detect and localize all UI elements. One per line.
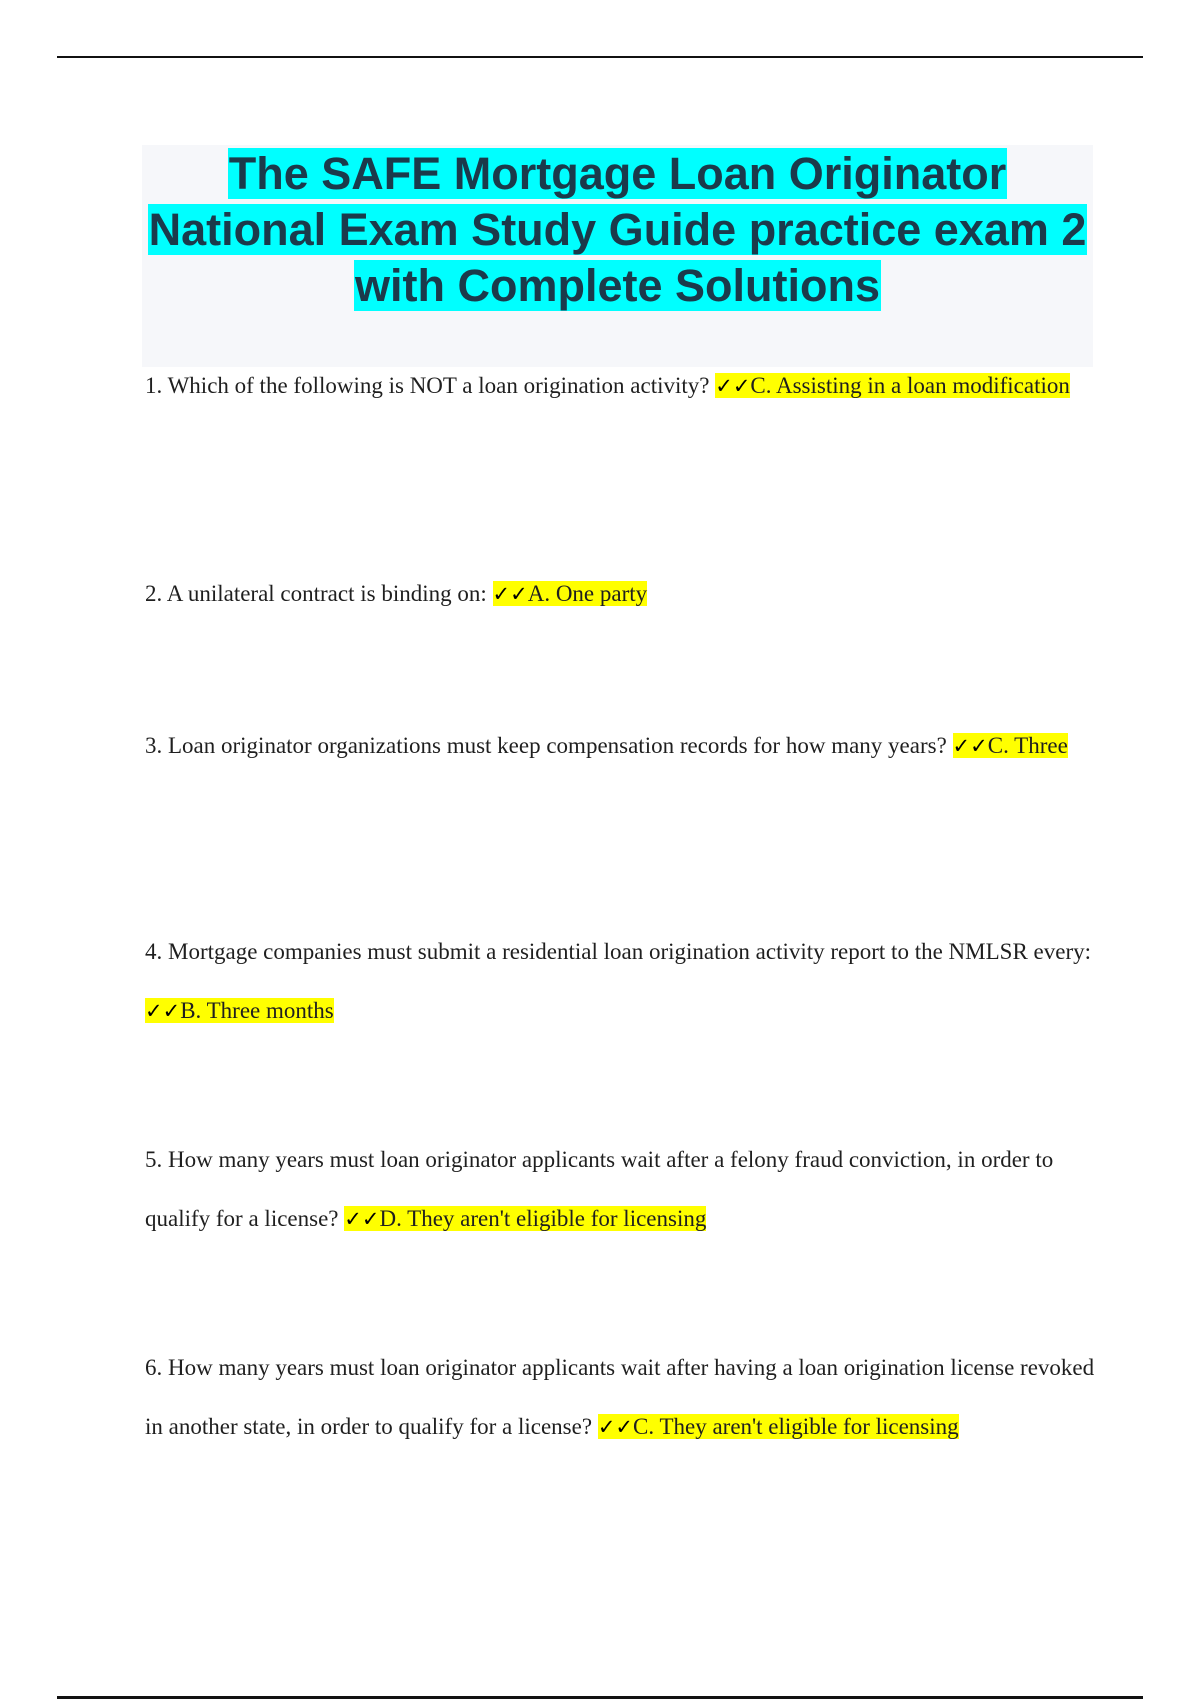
question-number: 6. (145, 1355, 163, 1380)
bottom-rule (57, 1696, 1143, 1699)
question-number: 5. (145, 1147, 163, 1172)
title-panel (142, 145, 1093, 367)
answer-highlight (953, 733, 1068, 758)
question-item-4 (145, 922, 1095, 1041)
answer-highlight (715, 373, 1070, 398)
question-number: 1. (145, 373, 163, 398)
answer-highlight (344, 1206, 706, 1231)
question-text: Loan originator organizations must keep compensation records for how many years? (168, 733, 947, 758)
answer-highlight (493, 581, 648, 606)
double-check-icon: ✓✓ (145, 999, 181, 1023)
answer-text: B. Three months (180, 998, 334, 1023)
question-item-6 (145, 1338, 1095, 1457)
double-check-icon: ✓✓ (715, 374, 751, 398)
title-highlight: The SAFE Mortgage Loan Originator National Exam Study Guide practice exam 2 with Complete Solutions (148, 148, 1087, 311)
document-title (142, 145, 1093, 314)
question-text: How many years must loan originator applicants wait after having a loan origination license revoked in another state, in order to qualify for a license? (145, 1355, 1095, 1439)
question-number: 2. (145, 581, 163, 606)
double-check-icon: ✓✓ (952, 734, 988, 758)
question-item-1 (145, 356, 1095, 416)
question-item-5 (145, 1130, 1095, 1249)
double-check-icon: ✓✓ (492, 582, 528, 606)
question-text: Which of the following is NOT a loan origination activity? (167, 373, 710, 398)
answer-text: C. They aren't eligible for licensing (633, 1414, 959, 1439)
double-check-icon: ✓✓ (344, 1207, 380, 1231)
double-check-icon: ✓✓ (597, 1415, 634, 1439)
question-item-2 (145, 564, 1095, 624)
answer-text: A. One party (527, 581, 648, 606)
answer-text: C. Three (987, 733, 1068, 758)
question-item-3 (145, 716, 1095, 776)
answer-text: D. They aren't eligible for licensing (379, 1206, 707, 1231)
question-number: 4. (145, 939, 163, 964)
question-number: 3. (145, 733, 163, 758)
answer-highlight (598, 1414, 959, 1439)
question-text: How many years must loan originator applicants wait after a felony fraud conviction, in order to qualify for a license? (145, 1147, 1054, 1231)
answer-highlight (145, 998, 334, 1023)
question-text: Mortgage companies must submit a residential loan origination activity report to the NMLSR every: (168, 939, 1091, 964)
top-rule (57, 56, 1143, 58)
question-text: A unilateral contract is binding on: (166, 581, 487, 606)
answer-text: C. Assisting in a loan modification (750, 373, 1070, 398)
